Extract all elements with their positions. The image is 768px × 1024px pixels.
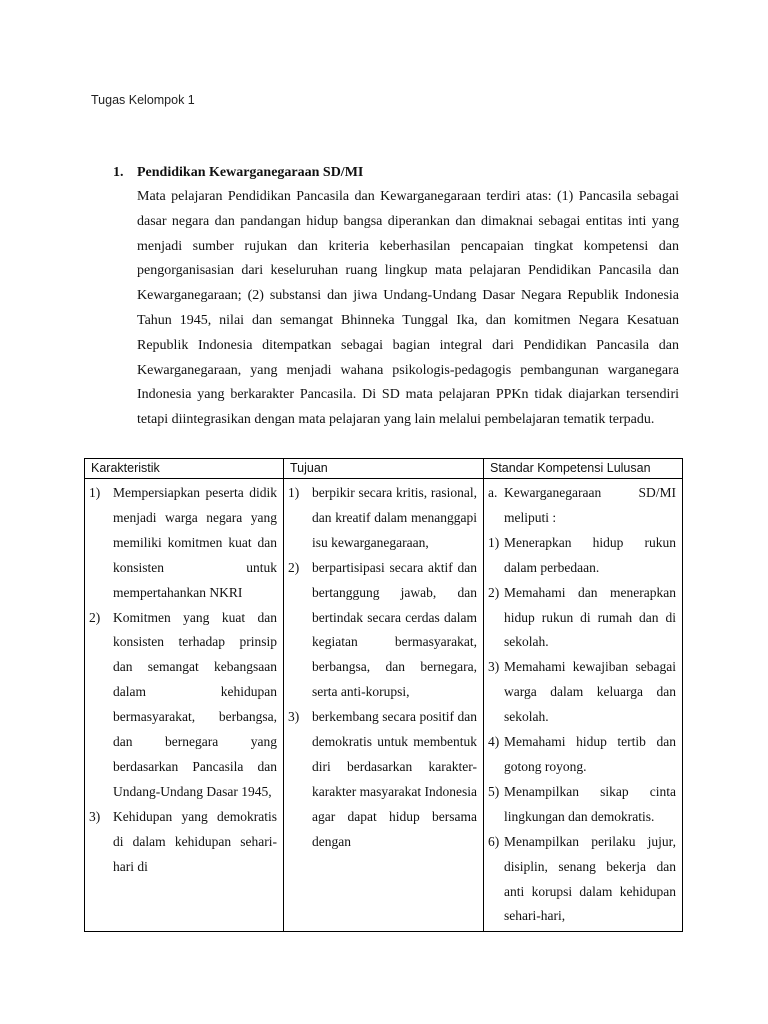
list-item bbox=[288, 705, 477, 854]
section-heading bbox=[113, 161, 679, 185]
list-text: Menerapkan hidup rukun dalam perbedaan. bbox=[504, 534, 676, 575]
list-item bbox=[89, 606, 277, 805]
list-text: Memahami hidup tertib dan gotong royong. bbox=[504, 734, 676, 774]
section-number: 1. bbox=[113, 165, 124, 180]
column-header-tujuan: Tujuan bbox=[284, 459, 484, 479]
list-item bbox=[288, 481, 477, 556]
list-marker: 2) bbox=[288, 559, 300, 575]
list-item bbox=[488, 481, 676, 531]
list-item bbox=[488, 830, 676, 930]
document-header-label: Tugas Kelompok 1 bbox=[91, 93, 195, 107]
list-text: Kewarganegaraan SD/MI meliputi : bbox=[504, 485, 676, 525]
list-marker: 2) bbox=[89, 609, 101, 625]
list-text: berpartisipasi secara aktif dan bertanggung jawab, dan bertindak secara cerdas dalam kegiatan bermasyarakat, berbangsa, dan bernegara, serta anti-korupsi, bbox=[312, 559, 477, 700]
list-text: berkembang secara positif dan demokratis untuk membentuk diri berdasarkan karakter-karakter masyarakat Indonesia agar dapat hidup bersama dengan bbox=[312, 709, 477, 849]
list-item bbox=[89, 805, 277, 880]
competency-table bbox=[84, 458, 683, 932]
list-marker: 1) bbox=[288, 485, 300, 500]
list-item bbox=[488, 581, 676, 656]
list-item bbox=[488, 780, 676, 830]
table-header-row bbox=[85, 459, 683, 479]
tujuan-cell bbox=[284, 479, 484, 932]
list-text: Komitmen yang kuat dan konsisten terhadap prinsip dan semangat kebangsaan dalam kehidupan bermasyarakat, berbangsa, dan bernegara yang berdasarkan Pancasila dan Undang-Undang Dasar 1945, bbox=[113, 609, 277, 799]
column-header-standar: Standar Kompetensi Lulusan bbox=[484, 459, 683, 479]
standar-cell bbox=[484, 479, 683, 932]
list-text: Mempersiapkan peserta didik menjadi warga negara yang memiliki komitmen kuat dan konsisten untuk mempertahankan NKRI bbox=[113, 485, 277, 600]
list-text: berpikir secara kritis, rasional, dan kreatif dalam menanggapi isu kewarganegaraan, bbox=[312, 485, 477, 550]
karakteristik-cell bbox=[85, 479, 284, 932]
list-item bbox=[488, 655, 676, 730]
list-marker: 4) bbox=[488, 734, 500, 750]
section-paragraph: Mata pelajaran Pendidikan Pancasila dan Kewarganegaraan terdiri atas: (1) Pancasila sebagai dasar negara dan pandangan hidup bangsa diperankan dan dimaknai sebagai entitas inti yang menjadi sumber rujukan dan kriteria keberhasilan pencapaian tingkat kompetensi dan pengorganisasian dari keseluruhan ruang lingkup mata pelajaran Pendidikan Pancasila dan Kewarganegaraan; (2) substansi dan jiwa Undang-Undang Dasar Negara Republik Indonesia Tahun 1945, nilai dan semangat Bhinneka Tunggal Ika, dan komitmen Negara Kesatuan Republik Indonesia ditempatkan sebagai bagian integral dari Pendidikan Pancasila dan Kewarganegaraan, yang menjadi wahana psikologis-pedagogis pembangunan warganegara Indonesia yang berkarakter Pancasila. Di SD mata pelajaran PPKn tidak diajarkan tersendiri tetapi diintegrasikan dengan mata pelajaran yang lain melalui pembelajaran tematik terpadu. bbox=[137, 189, 679, 428]
list-marker: 1) bbox=[89, 485, 101, 500]
table-row bbox=[85, 479, 683, 932]
section-1 bbox=[113, 161, 679, 433]
list-marker: 3) bbox=[488, 659, 500, 675]
list-text: Memahami kewajiban sebagai warga dalam keluarga dan sekolah. bbox=[504, 659, 676, 725]
list-item bbox=[89, 481, 277, 606]
list-text: Memahami dan menerapkan hidup rukun di rumah dan di sekolah. bbox=[504, 584, 676, 650]
list-marker: 2) bbox=[488, 584, 500, 600]
list-marker: 3) bbox=[288, 709, 300, 725]
list-marker: a. bbox=[488, 485, 498, 500]
list-item bbox=[288, 556, 477, 705]
list-marker: 6) bbox=[488, 833, 500, 849]
column-header-karakteristik: Karakteristik bbox=[85, 459, 284, 479]
list-marker: 5) bbox=[488, 783, 500, 799]
list-item bbox=[488, 730, 676, 780]
list-marker: 3) bbox=[89, 808, 101, 824]
section-title: Pendidikan Kewarganegaraan SD/MI bbox=[137, 165, 364, 180]
list-text: Kehidupan yang demokratis di dalam kehidupan sehari-hari di bbox=[113, 808, 277, 874]
list-marker: 1) bbox=[488, 534, 500, 550]
list-item bbox=[488, 531, 676, 581]
list-text: Menampilkan sikap cinta lingkungan dan demokratis. bbox=[504, 783, 676, 824]
list-text: Menampilkan perilaku jujur, disiplin, senang bekerja dan anti korupsi dalam kehidupan sehari-hari, bbox=[504, 833, 676, 924]
